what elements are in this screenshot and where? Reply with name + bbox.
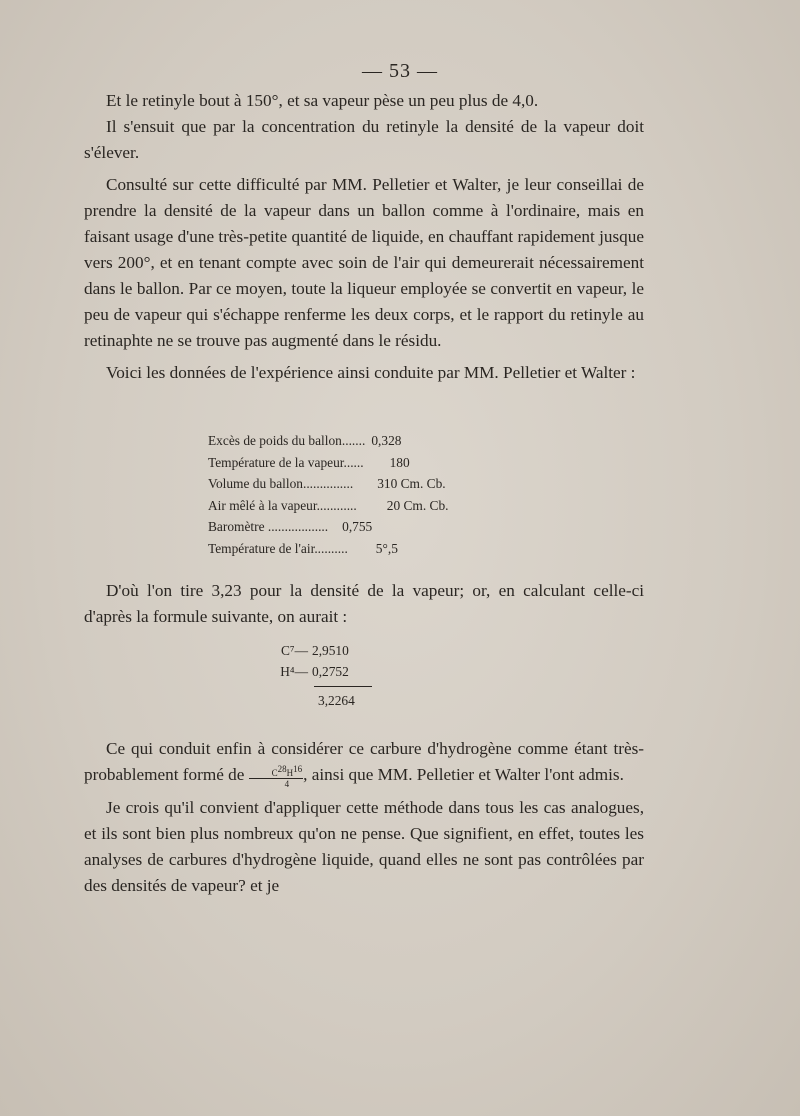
experiment-row [208,495,553,517]
calculation-symbol: C⁷— [281,643,308,658]
calculation-block [270,640,390,682]
calculation-symbol: H⁴— [280,664,308,679]
experiment-label: Air mêlé à la vapeur............ [208,497,357,513]
experiment-label: Excès de poids du ballon....... [208,433,366,448]
paragraph-6-start: Ce qui conduit enfin à considérer ce carbure d'hydrogène comme étant très-probablement formé de [84,739,644,784]
experiment-row [208,452,553,474]
calculation-row [270,640,390,661]
experiment-data-table [208,430,553,560]
experiment-value: 310 Cm. Cb. [377,476,446,492]
calculation-row [270,661,390,682]
experiment-value: 0,755 [342,519,373,535]
text-block-middle [84,578,644,630]
paragraph-6-end: , ainsi que MM. Pelletier et Walter l'ont admis. [303,765,624,784]
calculation-value: 0,2752 [312,664,349,679]
experiment-label: Baromètre .................. [208,519,329,535]
carbide-formula: $\frac{C^{28}H^{16}}{4}$ [249,764,304,789]
experiment-label: Température de l'air.......... [208,540,348,556]
text-block-top [84,88,644,386]
page-number: — 53 — [362,60,438,82]
experiment-label: Volume du ballon............... [208,476,354,492]
experiment-row [208,430,553,452]
calculation-value: 2,9510 [312,643,349,658]
paragraph-1: Et le retinyle bout à 150°, et sa vapeur pèse un peu plus de 4,0. [106,91,539,110]
experiment-value: 180 [389,454,410,470]
paragraph-2: Il s'ensuit que par la concentration du retinyle la densité de la vapeur doit s'élever. [84,117,644,162]
experiment-row [208,473,553,495]
sum-rule [314,686,372,687]
experiment-row [208,516,553,538]
paragraph-5: D'où l'on tire 3,23 pour la densité de la vapeur; or, en calculant celle-ci d'après la formule suivante, on aurait : [84,581,644,626]
paragraph-4: Voici les données de l'expérience ainsi conduite par MM. Pelletier et Walter : [106,363,636,382]
experiment-value: 0,328 [371,433,402,448]
paragraph-3: Consulté sur cette difficulté par MM. Pelletier et Walter, je leur conseillai de prendre la densité de la vapeur dans un ballon comme à l'ordinaire, mais en faisant usage d'une très-petite quantité de liquide, en chauffant rapidement jusque vers 200°, et en tenant compte avec soin de l'air qui demeurerait nécessairement dans le ballon. Par ce moyen, toute la liqueur employée se convertit en vapeur, le peu de vapeur qui s'échappe renferme les deux corps, et le rapport du retinyle au retinaphte ne se trouve pas augmenté dans le résidu. [84,175,644,350]
calculation-total: 3,2264 [318,693,355,708]
paragraph-7: Je crois qu'il convient d'appliquer cette méthode dans tous les cas analogues, et ils sont bien plus nombreux qu'on ne pense. Que signifient, en effet, toutes les analyses de carbures d'hydrogène liquide, quand elles ne sont pas contrôlées par des densités de vapeur? et je [84,797,644,895]
paragraph-6 [84,736,644,789]
experiment-value: 20 Cm. Cb. [386,497,449,513]
experiment-value: 5°,5 [375,540,398,556]
text-block-bottom [84,736,644,899]
experiment-row [208,538,553,560]
experiment-label: Température de la vapeur...... [208,454,364,470]
